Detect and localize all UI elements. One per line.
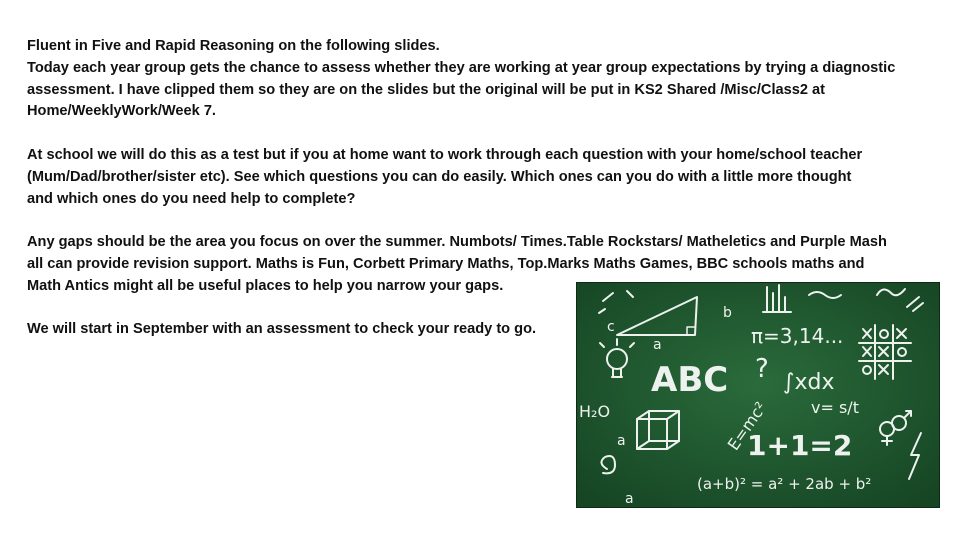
- para1-line-1: Today each year group gets the chance to assess whether they are working at year group expectations by trying a diagnostic: [27, 59, 896, 76]
- cube-label-a: a: [617, 433, 626, 449]
- paragraph-2: [27, 145, 955, 210]
- velocity-formula-text: v= s/t: [811, 398, 859, 417]
- para2-line-1: At school we will do this as a test but if you at home want to work through each question with your home/school teacher: [27, 146, 863, 163]
- one-plus-one-text: 1+1=2: [747, 429, 853, 462]
- math-chalkboard-image: [576, 282, 940, 508]
- einstein-formula-text: E=mc²: [723, 398, 771, 454]
- integral-text: ∫xdx: [783, 370, 835, 395]
- para2-line-3: and which ones do you need help to complete?: [27, 190, 356, 207]
- para3-line-2: all can provide revision support. Maths is Fun, Corbett Primary Maths, Top.Marks Maths Games, BBC schools maths and: [27, 255, 865, 272]
- water-formula-text: H₂O: [579, 402, 611, 421]
- binomial-text: (a+b)² = a² + 2ab + b²: [697, 475, 872, 493]
- para3-line-1: Any gaps should be the area you focus on over the summer. Numbots/ Times.Table Rockstars/ Matheletics and Purple Mash: [27, 234, 887, 251]
- para4-line-1: We will start in September with an assessment to check your ready to go.: [27, 321, 537, 338]
- triangle-label-b: b: [723, 305, 732, 321]
- triangle-label-a: a: [653, 337, 662, 353]
- intro-paragraph: [27, 36, 955, 123]
- pi-text: π=3,14...: [751, 324, 844, 348]
- para1-line-2: assessment. I have clipped them so they are on the slides but the original will be put in KS2 Shared /Misc/Class2 at: [27, 81, 826, 98]
- bottom-label-a: a: [625, 491, 634, 507]
- question-mark-text: ?: [755, 354, 769, 384]
- triangle-label-c: c: [607, 319, 615, 335]
- para1-line-3: Home/WeeklyWork/Week 7.: [27, 103, 216, 120]
- abc-text: ABC: [651, 360, 729, 400]
- para2-line-2: (Mum/Dad/brother/sister etc). See which questions you can do easily. Which ones can you do with a little more thought: [27, 168, 852, 185]
- chalkboard-drawing: [577, 283, 939, 507]
- chalkboard-background: [577, 283, 939, 507]
- intro-line: Fluent in Five and Rapid Reasoning on the following slides.: [27, 38, 440, 54]
- para3-line-3: Math Antics might all be useful places to help you narrow your gaps.: [27, 277, 504, 294]
